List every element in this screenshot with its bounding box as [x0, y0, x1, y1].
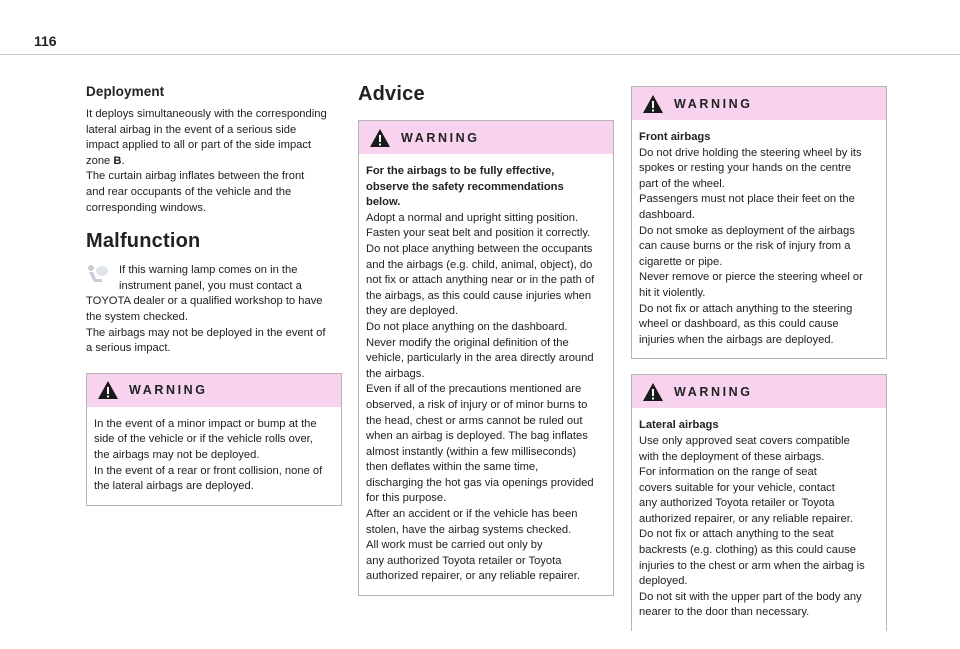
text-line: In the event of a rear or front collision, none of	[94, 464, 323, 477]
warning-body	[359, 154, 613, 595]
warning-triangle-icon	[369, 128, 391, 148]
text-line: almost instantly (within a few milliseconds)	[366, 445, 577, 458]
text-line: wheel or dashboard, as this could cause	[639, 318, 839, 331]
warning-triangle-icon	[642, 382, 664, 402]
warning-header	[632, 87, 886, 120]
text-line: The airbags may not be deployed in the event of	[86, 326, 326, 339]
warning-title: WARNING	[401, 130, 480, 145]
text-line: Do not place anything between the occupants	[366, 242, 593, 255]
column-middle	[358, 80, 614, 596]
text-line: All work must be carried out only by	[366, 539, 543, 552]
zone-line	[86, 154, 342, 170]
zone-letter: B	[113, 154, 122, 167]
zone-suffix: .	[121, 154, 125, 167]
warning-box	[86, 373, 342, 506]
column-right	[631, 86, 887, 631]
malfunction-title: Malfunction	[86, 230, 201, 253]
text-line: instrument panel, you must contact a	[119, 279, 302, 292]
text-line: Even if all of the precautions mentioned are	[366, 383, 582, 396]
warning-header	[632, 375, 886, 408]
warning-body	[87, 407, 341, 505]
text-line: nearer to the door than necessary.	[639, 606, 810, 619]
header-divider	[0, 54, 960, 55]
text-line: authorized repairer, or any reliable repairer.	[639, 512, 853, 525]
text-line: observed, a risk of injury or of minor burns to	[366, 398, 588, 411]
text-line: backrests (e.g. clothing) as this could cause	[639, 544, 857, 557]
warning-box	[358, 120, 614, 596]
warning-subheading: Front airbags	[639, 131, 711, 143]
warning-subheading: Lateral airbags	[639, 419, 719, 432]
text-line: Passengers must not place their feet on the	[639, 193, 855, 206]
text-line: Never modify the original definition of the	[366, 336, 569, 349]
text-line: discharging the hot gas via openings provided	[366, 476, 594, 489]
advice-title: Advice	[358, 83, 425, 105]
text-line: deployed.	[639, 575, 688, 588]
text-line: spokes or resting your hands on the centre	[639, 162, 852, 175]
text-line: Fasten your seat belt and position it correctly.	[366, 227, 591, 240]
text-line-bold: observe the safety recommendations	[366, 180, 564, 193]
text-line: hit it violently.	[639, 286, 706, 299]
text-line: impact applied to all or part of the side impact	[86, 139, 312, 152]
text-line: Never remove or pierce the steering wheel or	[639, 271, 863, 284]
text-line: and the airbags (e.g. child, animal, object), do	[366, 258, 593, 271]
text-line: any authorized Toyota retailer or Toyota	[639, 497, 835, 510]
warning-body	[632, 120, 886, 358]
text-line: for this purpose.	[366, 492, 447, 505]
text-line: the airbags, as this could cause injuries when	[366, 289, 592, 302]
text-line: covers suitable for your vehicle, contact	[639, 481, 835, 494]
warning-body	[632, 408, 886, 631]
warning-title: WARNING	[674, 384, 753, 399]
airbag-warning-lamp-icon	[86, 264, 110, 284]
text-line: a serious impact.	[86, 342, 171, 355]
deployment-text	[86, 107, 342, 216]
text-line: the lateral airbags are deployed.	[94, 480, 254, 493]
text-line: Do not place anything on the dashboard.	[366, 320, 568, 333]
warning-header	[87, 374, 341, 407]
text-line: In the event of a minor impact or bump at the	[94, 417, 317, 430]
text-line: when an airbag is deployed. The bag inflates	[366, 430, 588, 443]
text-line: side of the vehicle or if the vehicle rolls over,	[94, 433, 313, 446]
text-line: If this warning lamp comes on in the	[119, 264, 298, 277]
text-line: injuries to the chest or arm when the airbag is	[639, 559, 865, 572]
text-line: not fix or attach anything near or in the path of	[366, 274, 595, 287]
warning-title: WARNING	[674, 96, 753, 111]
text-line: After an accident or if the vehicle has been	[366, 508, 578, 521]
text-line: Do not smoke as deployment of the airbags	[639, 224, 855, 237]
zone-prefix: zone	[86, 154, 114, 167]
text-line: the airbags.	[366, 367, 425, 380]
text-line: stolen, have the airbag systems checked.	[366, 523, 572, 536]
page-number: 116	[34, 33, 57, 49]
text-line: Adopt a normal and upright sitting position.	[366, 211, 579, 224]
text-line: corresponding windows.	[86, 201, 207, 214]
column-left	[86, 80, 342, 506]
text-line-bold: For the airbags to be fully effective,	[366, 165, 555, 177]
text-line: Do not fix or attach anything to the seat	[639, 528, 834, 541]
text-line: Do not drive holding the steering wheel by its	[639, 146, 862, 159]
text-line: Do not sit with the upper part of the body any	[639, 590, 862, 603]
text-line: vehicle, particularly in the area directly around	[366, 352, 594, 365]
text-line: Use only approved seat covers compatible	[639, 434, 850, 447]
text-line: can cause burns or the risk of injury from a	[639, 240, 851, 253]
malfunction-section	[86, 230, 342, 357]
text-line: Do not fix or attach anything to the steering	[639, 302, 853, 315]
warning-box	[631, 374, 887, 631]
text-line: authorized repairer, or any reliable repairer.	[366, 570, 580, 583]
text-line: It deploys simultaneously with the corresponding	[86, 108, 327, 120]
text-line: they are deployed.	[366, 305, 459, 318]
warning-triangle-icon	[97, 380, 119, 400]
text-line: the head, chest or arms cannot be ruled out	[366, 414, 583, 427]
text-line: any authorized Toyota retailer or Toyota	[366, 554, 562, 567]
warning-box	[631, 86, 887, 359]
text-line: the airbags may not be deployed.	[94, 448, 260, 461]
malfunction-text	[86, 263, 342, 357]
warning-triangle-icon	[642, 94, 664, 114]
text-line-bold: below.	[366, 196, 401, 209]
warning-title: WARNING	[129, 383, 208, 398]
text-line: then deflates within the same time,	[366, 461, 539, 474]
text-line: part of the wheel.	[639, 177, 725, 190]
text-line: with the deployment of these airbags.	[639, 450, 825, 463]
text-line: cigarette or pipe.	[639, 255, 723, 268]
warning-header	[359, 121, 613, 154]
text-line: and rear occupants of the vehicle and the	[86, 185, 292, 198]
text-line: For information on the range of seat	[639, 466, 817, 479]
text-line: TOYOTA dealer or a qualified workshop to have	[86, 295, 323, 308]
text-line: injuries when the airbags are deployed.	[639, 333, 834, 346]
text-line: lateral airbag in the event of a serious side	[86, 123, 297, 136]
text-line: The curtain airbag inflates between the front	[86, 170, 305, 183]
deployment-title: Deployment	[86, 84, 165, 99]
text-line: dashboard.	[639, 208, 695, 221]
text-line: the system checked.	[86, 310, 188, 323]
